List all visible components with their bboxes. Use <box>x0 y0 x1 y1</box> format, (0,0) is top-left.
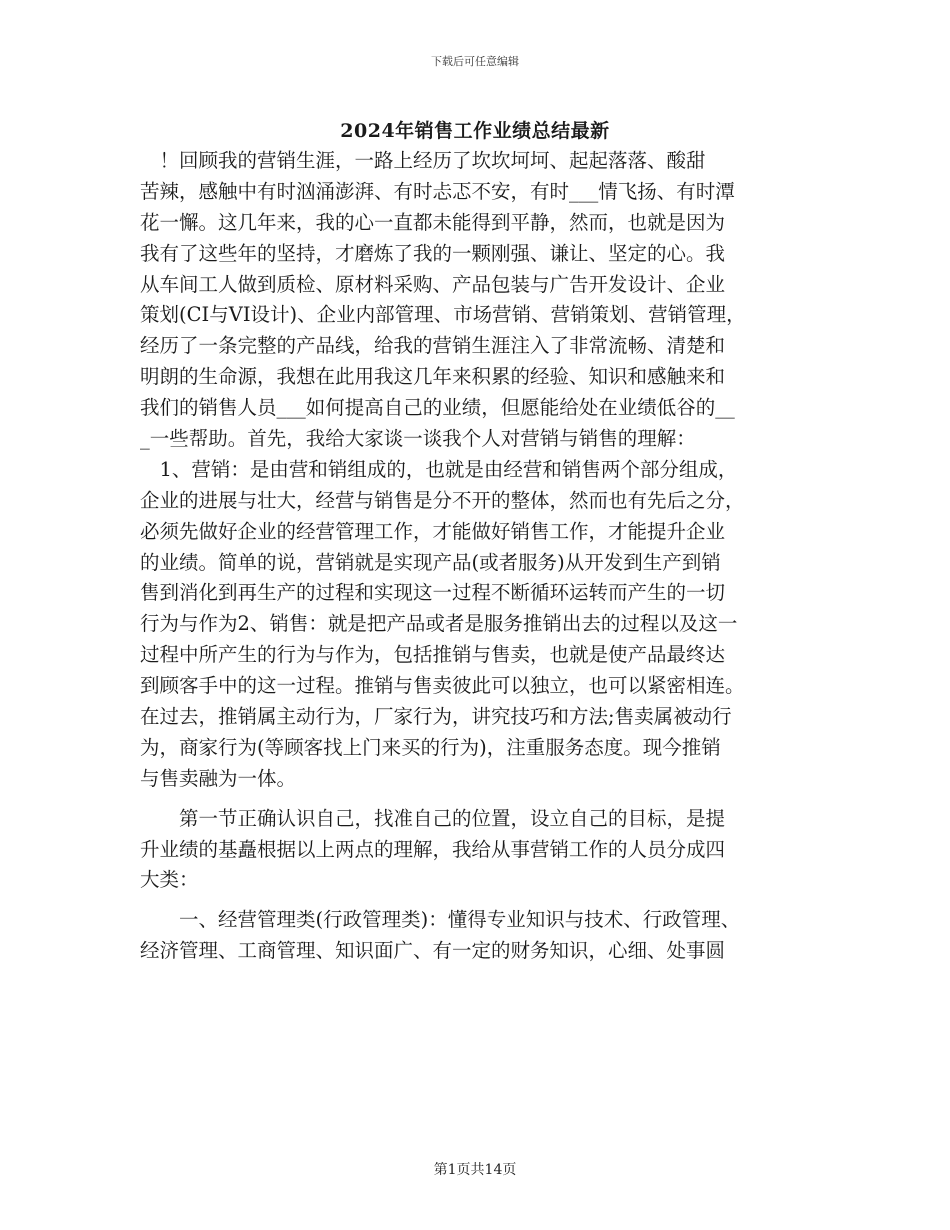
body-line: 我有了这些年的坚持，才磨炼了我的一颗刚强、谦让、坚定的心。我 <box>140 241 726 265</box>
body-line: 经历了一条完整的产品线，给我的营销生涯注入了非常流畅、清楚和 <box>140 334 726 358</box>
body-line: 售到消化到再生产的过程和实现这一过程不断循环运转而产生的一切 <box>140 581 726 605</box>
paragraph-gap <box>140 896 820 905</box>
body-line: 一、经营管理类(行政管理类)：懂得专业知识与技术、行政管理、 <box>140 908 741 932</box>
body-line: 策划(CI与VI设计)、企业内部管理、市场营销、营销策划、营销管理， <box>140 303 746 327</box>
body-line: 第一节正确认识自己，找准自己的位置，设立自己的目标，是提 <box>140 806 726 830</box>
body-line: 大类： <box>140 868 199 892</box>
body-line: 苦辣，感触中有时汹涌澎湃、有时忐忑不安，有时___情飞扬、有时潭 <box>140 179 735 203</box>
body-line: 在过去，推销属主动行为，厂家行为，讲究技巧和方法;售卖属被动行 <box>140 705 732 729</box>
body-line: 过程中所产生的行为与作为，包括推销与售卖，也就是使产品最终达 <box>140 643 726 667</box>
body-line: 为，商家行为(等顾客找上门来买的行为)，注重服务态度。现今推销 <box>140 735 721 759</box>
body-line: ！回顾我的营销生涯，一路上经历了坎坎坷坷、起起落落、酸甜 <box>140 149 706 172</box>
document-title: 2024年销售工作业绩总结最新 <box>340 120 610 142</box>
document-body <box>140 146 820 967</box>
body-line: 的业绩。简单的说，营销就是实现产品(或者服务)从开发到生产到销 <box>140 550 721 574</box>
body-line: 经济管理、工商管理、知识面广、有一定的财务知识，心细、处事圆 <box>140 939 726 963</box>
body-line: 明朗的生命源，我想在此用我这几年来积累的经验、知识和感触来和 <box>140 365 726 389</box>
body-line: 到顾客手中的这一过程。推销与售卖彼此可以独立，也可以紧密相连。 <box>140 674 745 698</box>
body-line: 与售卖融为一体。 <box>140 766 297 790</box>
body-line: 行为与作为2、销售：就是把产品或者是服务推销出去的过程以及这一 <box>140 612 738 636</box>
body-line: 升业绩的基矗根据以上两点的理解，我给从事营销工作的人员分成四 <box>140 837 726 861</box>
body-line: 必须先做好企业的经营管理工作，才能做好销售工作，才能提升企业 <box>140 519 726 543</box>
body-line: 我们的销售人员___如何提高自己的业绩，但愿能给处在业绩低谷的__ <box>140 396 735 420</box>
body-line: 1、营销：是由营和销组成的，也就是由经营和销售两个部分组成， <box>140 457 738 481</box>
header-note: 下载后可任意编辑 <box>431 55 519 68</box>
body-line: 从车间工人做到质检、原材料采购、产品包装与广告开发设计、企业 <box>140 272 726 296</box>
body-line: _一些帮助。首先，我给大家谈一谈我个人对营销与销售的理解： <box>140 427 696 451</box>
body-line: 花一懈。这几年来，我的心一直都未能得到平静，然而，也就是因为 <box>140 210 726 234</box>
page-footer: 第1页共14页 <box>433 1162 517 1178</box>
body-line: 企业的进展与壮大，经营与销售是分不开的整体，然而也有先后之分， <box>140 488 745 512</box>
paragraph-gap <box>140 795 820 804</box>
